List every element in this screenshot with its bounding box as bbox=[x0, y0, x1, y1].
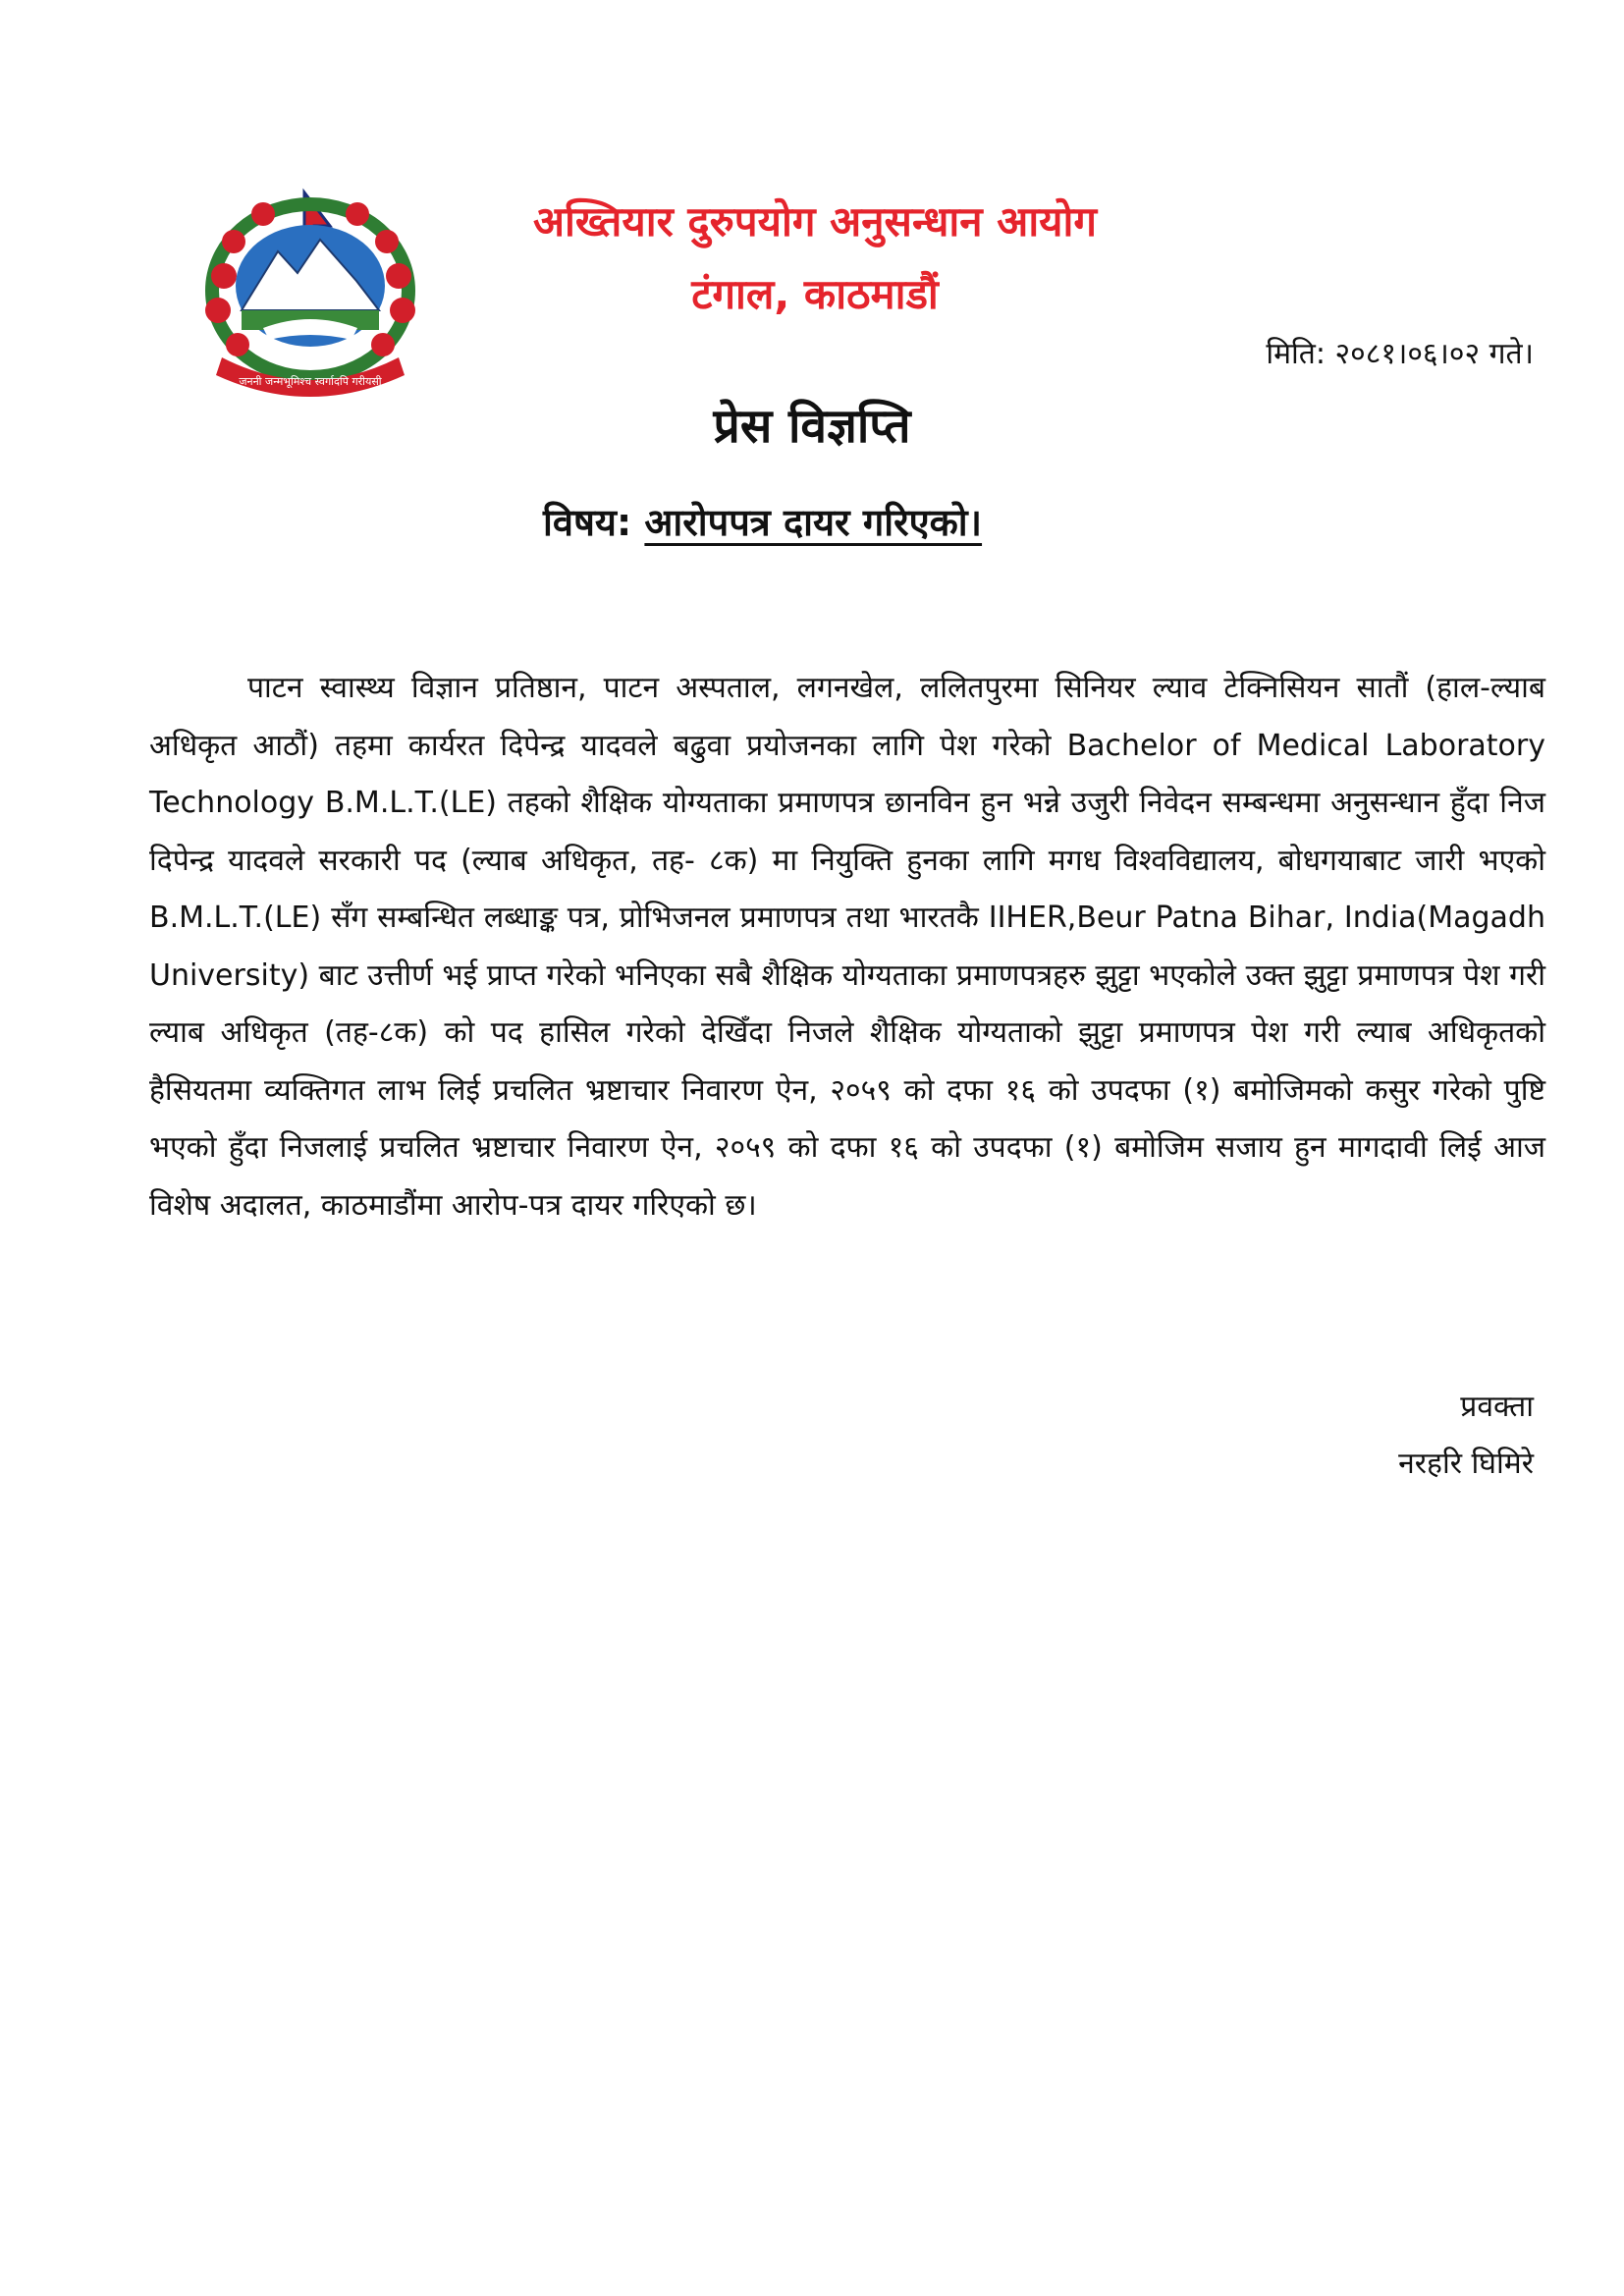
subject-line bbox=[543, 496, 982, 547]
signatory-name: नरहरि घिमिरे bbox=[1398, 1447, 1534, 1481]
svg-text:जननी जन्मभूमिश्च स्वर्गादपि गर: जननी जन्मभूमिश्च स्वर्गादपि गरीयसी bbox=[239, 375, 382, 388]
signatory-role: प्रवक्ता bbox=[1460, 1390, 1534, 1424]
nepal-emblem-icon bbox=[194, 183, 426, 399]
org-address: टंगाल, काठमाडौं bbox=[691, 270, 939, 318]
subject-value: आरोपपत्र दायर गरिएको। bbox=[644, 501, 983, 544]
org-name: अख्तियार दुरुपयोग अनुसन्धान आयोग bbox=[532, 197, 1098, 246]
subject-label: विषय: bbox=[543, 501, 632, 544]
page-title: प्रेस विज्ञप्ति bbox=[713, 399, 911, 454]
body-paragraph: पाटन स्वास्थ्य विज्ञान प्रतिष्ठान, पाटन अस्पताल, लगनखेल, ललितपुरमा सिनियर ल्याव टेक्निसियन सातौं (हाल-ल्याब अधिकृत आठौं) तहमा कार्यरत दिपेन्द्र यादवले बढुवा प्रयोजनका लागि पेश गरेको Bachelor of Medical Laboratory Technology B.M.L.T.(LE) तहको शैक्षिक योग्यताका प्रमाणपत्र छानविन हुन भन्ने उजुरी निवेदन सम्बन्धमा अनुसन्धान हुँदा निज दिपेन्द्र यादवले सरकारी पद (ल्याब अधिकृत, तह- ८क) मा नियुक्ति हुनका लागि मगध विश्वविद्यालय, बोधगयाबाट जारी भएको B.M.L.T.(LE) सँग सम्बन्धित लब्धाङ्क पत्र, प्रोभिजनल प्रमाणपत्र तथा भारतकै IIHER,Beur Patna Bihar, India(Magadh University) बाट उत्तीर्ण भई प्राप्त गरेको भनिएका सबै शैक्षिक योग्यताका प्रमाणपत्रहरु झुट्टा भएकोले उक्त झुट्टा प्रमाणपत्र पेश गरी ल्याब अधिकृत (तह-८क) को पद हासिल गरेको देखिँदा निजले शैक्षिक योग्यताको झुट्टा प्रमाणपत्र पेश गरी ल्याब अधिकृतको हैसियतमा व्यक्तिगत लाभ लिई प्रचलित भ्रष्टाचार निवारण ऐन, २०५९ को दफा १६ को उपदफा (१) बमोजिमको कसुर गरेको पुष्टि भएको हुँदा निजलाई प्रचलित भ्रष्टाचार निवारण ऐन, २०५९ को दफा १६ को उपदफा (१) बमोजिम सजाय हुन मागदावी लिई आज विशेष अदालत, काठमाडौंमा आरोप-पत्र दायर गरिएको छ। bbox=[149, 671, 1545, 1223]
document-date: मिति: २०८१।०६।०२ गते। bbox=[1266, 337, 1534, 371]
